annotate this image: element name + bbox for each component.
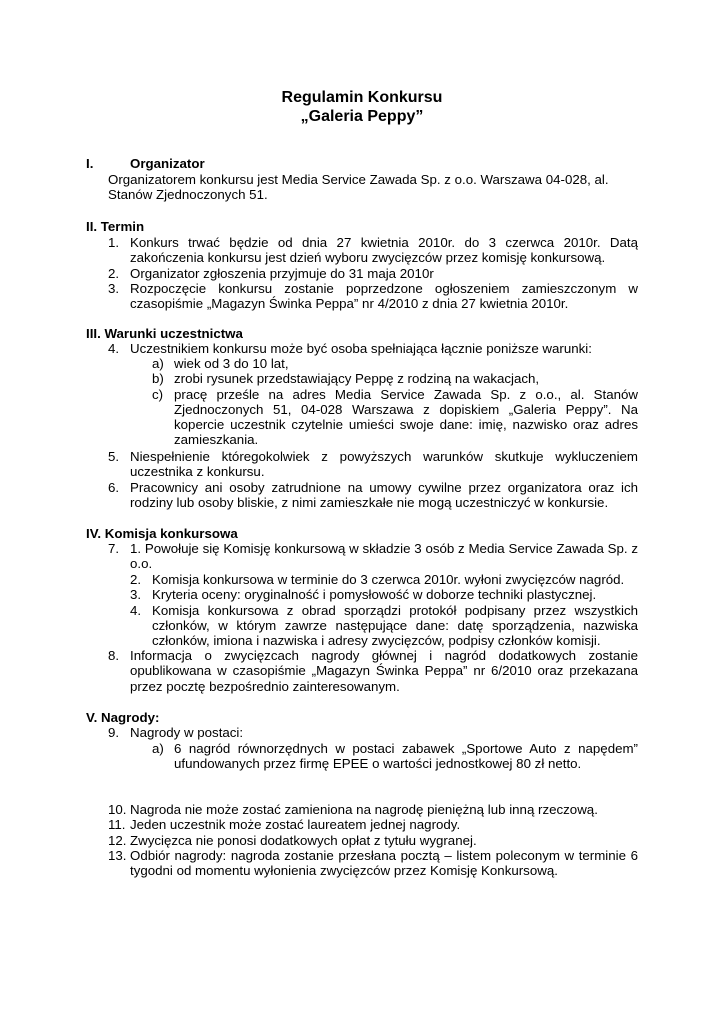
item-number: 3. [130, 587, 142, 603]
section-4-heading: IV. Komisja konkursowa [86, 526, 238, 541]
item-number: 10. [108, 802, 127, 817]
item-number: 2. [108, 266, 120, 281]
list-item [108, 235, 638, 266]
item-text: Zwycięzca nie ponosi dodatkowych opłat z tytułu wygranej. [130, 832, 477, 848]
list-item [108, 281, 638, 312]
sub-item [130, 587, 638, 603]
item-text: Informacja o zwycięzcach nagrody głównej i nagród dodatkowych zostanie opublikowana w czasopiśmie „Magazyn Świnka Peppa” nr 6/2010 oraz przekazana przez pocztę bezpośrednio zainteresowanym. [130, 648, 638, 694]
item-number: 5. [108, 449, 120, 464]
sub-item [130, 602, 638, 649]
list-item [108, 648, 638, 694]
item-text: wiek od 3 do 10 lat, [174, 356, 289, 371]
section-4-item-7 [108, 541, 638, 572]
section-4-item-8 [108, 648, 638, 694]
section-5-item-9 [108, 725, 638, 740]
item-number: 1. [108, 235, 120, 250]
item-text: Rozpoczęcie konkursu zostanie poprzedzone ogłoszeniem zamieszczonym w czasopiśmie „Magazyn Świnka Peppa” nr 4/2010 z dnia 27 kwietnia 2010r. [130, 281, 638, 312]
item-text: Konkurs trwać będzie od dnia 27 kwietnia 2010r. do 3 czerwca 2010r. Datą zakończenia konkursu jest dzień wyboru zwycięzców przez komisję konkursową. [130, 235, 638, 266]
list-item [108, 480, 638, 511]
item-letter: c) [152, 386, 164, 402]
list-item [108, 341, 595, 356]
item-number: 4. [108, 341, 120, 356]
section-1-title: Organizator [130, 156, 205, 171]
item-letter: b) [152, 371, 164, 387]
item-text: 6 nagród równorzędnych w postaci zabawek „Sportowe Auto z napędem” ufundowanych przez firmę EPEE o wartości jednostkowej 80 zł netto. [174, 741, 638, 772]
item-number: 2. [130, 572, 142, 587]
item-text: Kryteria oceny: oryginalność i pomysłowość w doborze techniki plastycznej. [152, 587, 597, 603]
list-item [108, 847, 638, 879]
section-2-heading: II. Termin [86, 219, 145, 234]
item-text: Jeden uczestnik może zostać laureatem jednej nagrody. [130, 817, 461, 833]
item-number: 12. [108, 832, 127, 848]
item-text: Komisja konkursowa z obrad sporządzi protokół podpisany przez wszystkich członków, w którym zawrze następujące dane: datę sporządzenia, nazwiska członków, imiona i nazwiska i adresy zwycięzców, podpisy członków komisji. [152, 602, 638, 649]
item-text: 1. Powołuje się Komisję konkursową w składzie 3 osób z Media Service Zawada Sp. z o.o. [130, 541, 638, 572]
section-4-sublist [130, 572, 638, 649]
item-text: Niespełnienie któregokolwiek z powyższych warunków skutkuje wykluczeniem uczestnika z konkursu. [130, 449, 638, 480]
list-item [108, 817, 638, 833]
item-number: 3. [108, 281, 120, 296]
item-number: 9. [108, 725, 120, 740]
list-item [108, 266, 638, 281]
section-3-items-5-6 [108, 449, 638, 511]
item-text: Uczestnikiem konkursu może być osoba spełniająca łącznie poniższe warunki: [130, 341, 592, 356]
title-line-2: „Galeria Peppy” [300, 108, 424, 125]
item-text: Nagrody w postaci: [130, 725, 244, 740]
item-number: 13. [108, 847, 127, 863]
sub-item [152, 356, 638, 371]
section-1-number: I. [86, 156, 94, 171]
item-text: Komisja konkursowa w terminie do 3 czerwca 2010r. wyłoni zwycięzców nagród. [152, 572, 625, 587]
list-item [108, 541, 638, 572]
section-5-items-10-13 [108, 802, 638, 879]
section-5-heading: V. Nagrody: [86, 710, 160, 725]
item-text: pracę prześle na adres Media Service Zawada Sp. z o.o., al. Stanów Zjednoczonych 51, 04-028 Warszawa z dopiskiem „Galeria Peppy”. Na kopercie uczestnik czytelnie umieści swoje dane: imię, nazwisko oraz adres zamieszkania. [174, 386, 638, 448]
sub-item [152, 741, 638, 772]
item-text: Nagroda nie może zostać zamieniona na nagrodę pieniężną lub inną rzeczową. [130, 802, 598, 817]
item-text: zrobi rysunek przedstawiający Peppę z rodziną na wakacjach, [174, 371, 540, 387]
item-number: 11. [108, 817, 126, 833]
sub-item [152, 371, 638, 387]
item-letter: a) [152, 356, 164, 371]
section-2-list [108, 235, 638, 312]
title-line-1: Regulamin Konkursu [281, 89, 443, 106]
section-1-text: Organizatorem konkursu jest Media Service Zawada Sp. z o.o. Warszawa 04-028, al. Stanów Zjednoczonych 51. [108, 172, 609, 203]
section-5-sublist [152, 741, 638, 772]
item-number: 7. [108, 541, 120, 556]
sub-item [130, 572, 638, 587]
item-text: Odbiór nagrody: nagroda zostanie przesłana pocztą – listem poleconym w terminie 6 tygodni od momentu wyłonienia zwycięzców przez Komisję Konkursową. [130, 847, 638, 879]
document-title [0, 88, 724, 126]
list-item [108, 725, 638, 740]
section-3-heading: III. Warunki uczestnictwa [86, 326, 243, 341]
list-item [108, 832, 638, 848]
section-3-item-4 [108, 341, 595, 356]
section-1-heading [86, 156, 205, 171]
item-text: Organizator zgłoszenia przyjmuje do 31 maja 2010r [130, 266, 434, 281]
sub-item [152, 386, 638, 448]
list-item [108, 449, 638, 480]
item-number: 6. [108, 480, 120, 495]
item-number: 4. [130, 602, 142, 618]
section-3-sublist [152, 356, 638, 448]
item-letter: a) [152, 741, 164, 756]
item-number: 8. [108, 648, 120, 663]
item-text: Pracownicy ani osoby zatrudnione na umowy cywilne przez organizatora oraz ich rodziny lub osoby bliskie, z nimi zamieszkałe nie mogą uczestniczyć w konkursie. [130, 480, 638, 511]
list-item [108, 802, 638, 817]
